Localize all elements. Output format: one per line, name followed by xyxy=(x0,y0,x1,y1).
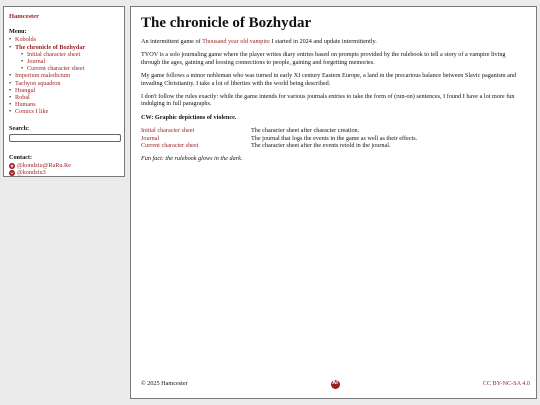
sheet-link-journal[interactable]: Journal xyxy=(141,134,160,142)
menu-item-hrangul xyxy=(9,87,119,94)
contact-bluesky xyxy=(9,169,119,176)
intro-paragraph xyxy=(141,38,526,45)
menu-link-tachyon[interactable]: Tachyon squadron xyxy=(15,79,61,87)
license-link[interactable]: CC BY-NC-SA 4.0 xyxy=(482,380,530,388)
menu-item-robal xyxy=(9,94,119,101)
submenu-item-journal xyxy=(21,58,119,65)
site-title[interactable] xyxy=(9,13,119,20)
search-block xyxy=(9,125,119,142)
table-row xyxy=(141,135,417,142)
content-warning: CW: Graphic depictions of violence. xyxy=(141,113,237,121)
menu-item-tachyon xyxy=(9,80,119,87)
menu-heading: Menu: xyxy=(9,28,27,36)
menu-link-kobolds[interactable]: Kobolds xyxy=(15,36,36,44)
menu-item-kobolds xyxy=(9,36,119,43)
game-link[interactable]: Thousand year old vampire xyxy=(202,38,270,45)
contact-block xyxy=(9,154,119,177)
search-input[interactable] xyxy=(9,134,121,142)
sheet-link-current[interactable]: Current character sheet xyxy=(141,142,199,150)
main-content xyxy=(130,6,537,399)
menu-link-imperium[interactable]: Imperium maledictum xyxy=(15,72,71,80)
main-menu xyxy=(9,36,119,115)
ai-badge-icon: AI xyxy=(331,380,340,389)
intro-text-pre: An intermittent game of xyxy=(141,38,203,45)
contact-link-mastodon[interactable]: @kondziu@RaRu.Re xyxy=(17,162,71,170)
sidebar xyxy=(3,6,125,177)
sheet-desc-current: The character sheet after the events retold in the journal. xyxy=(251,142,391,150)
copyright: © 2025 Hamcester xyxy=(141,380,188,388)
rules-paragraph: I don't follow the rules exactly: while the game intends for various journals entries to take the form of (run-on) sentences, I found I have a lot more fun indulging in full paragraphs. xyxy=(141,93,515,108)
site-title-link[interactable]: Hamcester xyxy=(9,13,39,20)
menu-item-chronicle xyxy=(9,44,119,73)
fun-fact: Fun fact: the rulebook glows in the dark. xyxy=(141,155,243,163)
table-row xyxy=(141,127,417,134)
menu-link-robal[interactable]: Robal xyxy=(15,94,30,102)
setting-paragraph: My game follows a minor nobleman who was turned in early XI century Eastern Europe, a land in the precarious balance between Slavic paganism and invading Christianity. I take a lot of liberties with the world being described. xyxy=(141,72,517,87)
sheet-desc-journal: The journal that logs the events in the game as well as their effects. xyxy=(251,134,418,142)
menu-item-imperium xyxy=(9,72,119,79)
contact-mastodon xyxy=(9,162,119,169)
menu-item-humans xyxy=(9,101,119,108)
submenu-link-journal[interactable]: Journal xyxy=(27,58,46,66)
table-row xyxy=(141,142,417,149)
bluesky-icon xyxy=(9,170,15,176)
submenu-item-current-sheet xyxy=(21,65,119,72)
menu-link-humans[interactable]: Humans xyxy=(15,101,36,109)
page-title: The chronicle of Bozhydar xyxy=(141,15,312,31)
description-paragraph: TYOV is a solo journaling game where the player writes diary entries based on prompts provided by the rulebook to tell a story of a vampire living through the ages, gaining and loosing connections to people, gaining and forgetting memories. xyxy=(141,51,506,66)
submenu-link-initial-sheet[interactable]: Initial character sheet xyxy=(27,50,81,58)
menu-link-chronicle[interactable]: The chronicle of Bozhydar xyxy=(15,43,86,51)
menu-link-hrangul[interactable]: Hrangul xyxy=(15,86,36,94)
sheets-table xyxy=(141,127,417,149)
contact-label: Contact: xyxy=(9,153,33,161)
mastodon-icon xyxy=(9,163,15,169)
footer xyxy=(141,379,530,389)
submenu-item-initial-sheet xyxy=(21,51,119,58)
menu-item-comics xyxy=(9,108,119,115)
intro-text-post: I started in 2024 and update intermittently. xyxy=(269,38,377,45)
sheet-desc-initial: The character sheet after character creation. xyxy=(251,127,360,135)
menu-link-comics[interactable]: Comics I like xyxy=(15,108,49,116)
search-label: Search: xyxy=(9,124,30,132)
submenu-link-current-sheet[interactable]: Current character sheet xyxy=(27,65,85,73)
contact-link-bluesky[interactable]: @kondziu3 xyxy=(17,169,46,177)
submenu-chronicle xyxy=(15,51,119,73)
sheet-link-initial[interactable]: Initial character sheet xyxy=(141,127,195,135)
